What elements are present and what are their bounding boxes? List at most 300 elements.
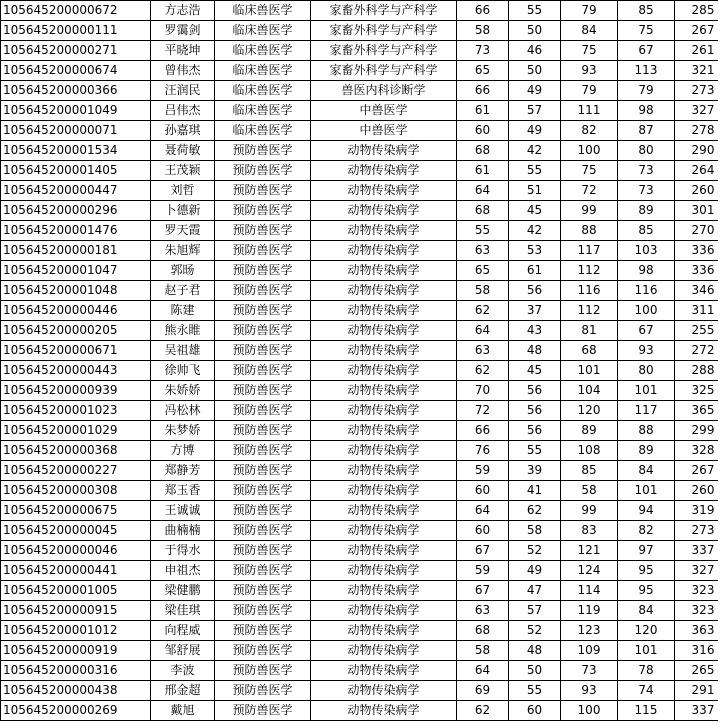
exam-id-cell: 105645200001534 xyxy=(1,141,151,161)
score-total-cell: 273 xyxy=(675,81,728,101)
score-total-cell: 336 xyxy=(675,241,728,261)
table-row xyxy=(1,141,728,161)
exam-id-cell: 105645200000446 xyxy=(1,301,151,321)
score-subject1-cell: 79 xyxy=(561,81,618,101)
exam-id-cell: 105645200001049 xyxy=(1,101,151,121)
direction-cell: 中兽医学 xyxy=(311,101,457,121)
exam-id-cell: 105645200001012 xyxy=(1,621,151,641)
name-cell: 赵子君 xyxy=(151,281,215,301)
name-cell: 申祖杰 xyxy=(151,561,215,581)
score-subject2-cell: 85 xyxy=(618,1,675,21)
major-cell: 预防兽医学 xyxy=(215,281,311,301)
major-cell: 临床兽医学 xyxy=(215,81,311,101)
name-cell: 熊永睢 xyxy=(151,321,215,341)
score-subject2-cell: 80 xyxy=(618,361,675,381)
name-cell: 邢金超 xyxy=(151,681,215,701)
exam-id-cell: 105645200000366 xyxy=(1,81,151,101)
score-politics-cell: 64 xyxy=(457,321,509,341)
exam-id-cell: 105645200000671 xyxy=(1,341,151,361)
name-cell: 罗天霞 xyxy=(151,221,215,241)
score-subject2-cell: 67 xyxy=(618,41,675,61)
exam-id-cell: 105645200000316 xyxy=(1,661,151,681)
score-subject1-cell: 108 xyxy=(561,441,618,461)
score-politics-cell: 76 xyxy=(457,441,509,461)
score-subject2-cell: 88 xyxy=(618,421,675,441)
score-politics-cell: 70 xyxy=(457,381,509,401)
exam-id-cell: 105645200000271 xyxy=(1,41,151,61)
score-english-cell: 58 xyxy=(509,521,561,541)
exam-id-cell: 105645200000308 xyxy=(1,481,151,501)
score-subject2-cell: 100 xyxy=(618,301,675,321)
major-cell: 预防兽医学 xyxy=(215,581,311,601)
score-total-cell: 291 xyxy=(675,681,728,701)
direction-cell: 动物传染病学 xyxy=(311,401,457,421)
table-row xyxy=(1,361,728,381)
score-politics-cell: 73 xyxy=(457,41,509,61)
score-english-cell: 52 xyxy=(509,541,561,561)
exam-id-cell: 105645200000675 xyxy=(1,501,151,521)
name-cell: 曾伟杰 xyxy=(151,61,215,81)
score-subject1-cell: 93 xyxy=(561,61,618,81)
exam-id-cell: 105645200000443 xyxy=(1,361,151,381)
table-row xyxy=(1,521,728,541)
direction-cell: 动物传染病学 xyxy=(311,141,457,161)
score-subject1-cell: 84 xyxy=(561,21,618,41)
direction-cell: 家畜外科学与产科学 xyxy=(311,1,457,21)
score-total-cell: 301 xyxy=(675,201,728,221)
score-english-cell: 50 xyxy=(509,61,561,81)
score-subject2-cell: 101 xyxy=(618,641,675,661)
name-cell: 平晓坤 xyxy=(151,41,215,61)
table-row xyxy=(1,241,728,261)
major-cell: 预防兽医学 xyxy=(215,181,311,201)
table-row xyxy=(1,501,728,521)
direction-cell: 动物传染病学 xyxy=(311,661,457,681)
name-cell: 方志浩 xyxy=(151,1,215,21)
direction-cell: 动物传染病学 xyxy=(311,521,457,541)
direction-cell: 动物传染病学 xyxy=(311,381,457,401)
exam-id-cell: 105645200000046 xyxy=(1,541,151,561)
name-cell: 朱旭辉 xyxy=(151,241,215,261)
exam-id-cell: 105645200001476 xyxy=(1,221,151,241)
score-subject2-cell: 85 xyxy=(618,221,675,241)
score-subject1-cell: 104 xyxy=(561,381,618,401)
table-row xyxy=(1,601,728,621)
score-politics-cell: 65 xyxy=(457,61,509,81)
table-row xyxy=(1,381,728,401)
score-english-cell: 56 xyxy=(509,281,561,301)
score-subject1-cell: 72 xyxy=(561,181,618,201)
score-politics-cell: 68 xyxy=(457,201,509,221)
exam-id-cell: 105645200000269 xyxy=(1,701,151,721)
score-english-cell: 50 xyxy=(509,661,561,681)
score-subject1-cell: 75 xyxy=(561,41,618,61)
direction-cell: 家畜外科学与产科学 xyxy=(311,41,457,61)
exam-id-cell: 105645200001029 xyxy=(1,421,151,441)
score-total-cell: 299 xyxy=(675,421,728,441)
major-cell: 临床兽医学 xyxy=(215,41,311,61)
exam-id-cell: 105645200000071 xyxy=(1,121,151,141)
name-cell: 卜德新 xyxy=(151,201,215,221)
major-cell: 预防兽医学 xyxy=(215,701,311,721)
score-subject2-cell: 73 xyxy=(618,161,675,181)
score-english-cell: 48 xyxy=(509,341,561,361)
major-cell: 临床兽医学 xyxy=(215,121,311,141)
exam-id-cell: 105645200001405 xyxy=(1,161,151,181)
direction-cell: 动物传染病学 xyxy=(311,201,457,221)
score-subject1-cell: 99 xyxy=(561,201,618,221)
direction-cell: 动物传染病学 xyxy=(311,361,457,381)
exam-id-cell: 105645200000296 xyxy=(1,201,151,221)
score-total-cell: 272 xyxy=(675,341,728,361)
score-politics-cell: 66 xyxy=(457,81,509,101)
table-row xyxy=(1,201,728,221)
score-subject1-cell: 101 xyxy=(561,361,618,381)
table-row xyxy=(1,61,728,81)
major-cell: 临床兽医学 xyxy=(215,101,311,121)
table-row xyxy=(1,321,728,341)
table-row xyxy=(1,561,728,581)
score-english-cell: 39 xyxy=(509,461,561,481)
score-total-cell: 337 xyxy=(675,701,728,721)
major-cell: 预防兽医学 xyxy=(215,201,311,221)
major-cell: 预防兽医学 xyxy=(215,441,311,461)
exam-id-cell: 105645200000045 xyxy=(1,521,151,541)
score-total-cell: 328 xyxy=(675,441,728,461)
score-total-cell: 260 xyxy=(675,481,728,501)
score-politics-cell: 60 xyxy=(457,481,509,501)
score-subject2-cell: 95 xyxy=(618,561,675,581)
direction-cell: 家畜外科学与产科学 xyxy=(311,61,457,81)
score-politics-cell: 60 xyxy=(457,121,509,141)
major-cell: 预防兽医学 xyxy=(215,541,311,561)
name-cell: 于得水 xyxy=(151,541,215,561)
name-cell: 刘哲 xyxy=(151,181,215,201)
name-cell: 郑静芳 xyxy=(151,461,215,481)
major-cell: 临床兽医学 xyxy=(215,61,311,81)
table-row xyxy=(1,421,728,441)
name-cell: 王茂颖 xyxy=(151,161,215,181)
name-cell: 汪润民 xyxy=(151,81,215,101)
score-politics-cell: 68 xyxy=(457,621,509,641)
exam-id-cell: 105645200000438 xyxy=(1,681,151,701)
name-cell: 王诚诚 xyxy=(151,501,215,521)
direction-cell: 动物传染病学 xyxy=(311,161,457,181)
score-subject1-cell: 111 xyxy=(561,101,618,121)
score-total-cell: 363 xyxy=(675,621,728,641)
score-english-cell: 55 xyxy=(509,1,561,21)
score-subject2-cell: 78 xyxy=(618,661,675,681)
score-subject2-cell: 116 xyxy=(618,281,675,301)
score-english-cell: 37 xyxy=(509,301,561,321)
score-english-cell: 61 xyxy=(509,261,561,281)
direction-cell: 家畜外科学与产科学 xyxy=(311,21,457,41)
exam-id-cell: 105645200000919 xyxy=(1,641,151,661)
score-subject2-cell: 74 xyxy=(618,681,675,701)
score-english-cell: 42 xyxy=(509,221,561,241)
score-politics-cell: 58 xyxy=(457,641,509,661)
direction-cell: 动物传染病学 xyxy=(311,561,457,581)
score-english-cell: 49 xyxy=(509,561,561,581)
major-cell: 预防兽医学 xyxy=(215,241,311,261)
major-cell: 预防兽医学 xyxy=(215,661,311,681)
table-row xyxy=(1,81,728,101)
name-cell: 朱梦娇 xyxy=(151,421,215,441)
score-total-cell: 327 xyxy=(675,561,728,581)
score-total-cell: 260 xyxy=(675,181,728,201)
major-cell: 预防兽医学 xyxy=(215,361,311,381)
score-english-cell: 55 xyxy=(509,161,561,181)
score-total-cell: 321 xyxy=(675,61,728,81)
direction-cell: 动物传染病学 xyxy=(311,481,457,501)
major-cell: 预防兽医学 xyxy=(215,261,311,281)
score-english-cell: 57 xyxy=(509,101,561,121)
score-subject1-cell: 99 xyxy=(561,501,618,521)
exam-id-cell: 105645200000205 xyxy=(1,321,151,341)
direction-cell: 动物传染病学 xyxy=(311,261,457,281)
score-subject2-cell: 117 xyxy=(618,401,675,421)
score-total-cell: 365 xyxy=(675,401,728,421)
table-row xyxy=(1,541,728,561)
right-margin xyxy=(718,0,728,724)
exam-id-cell: 105645200001005 xyxy=(1,581,151,601)
exam-id-cell: 105645200000111 xyxy=(1,21,151,41)
score-english-cell: 49 xyxy=(509,81,561,101)
score-subject2-cell: 113 xyxy=(618,61,675,81)
exam-id-cell: 105645200000181 xyxy=(1,241,151,261)
score-english-cell: 56 xyxy=(509,401,561,421)
direction-cell: 动物传染病学 xyxy=(311,321,457,341)
name-cell: 梁佳琪 xyxy=(151,601,215,621)
table-row xyxy=(1,41,728,61)
score-subject1-cell: 109 xyxy=(561,641,618,661)
direction-cell: 动物传染病学 xyxy=(311,461,457,481)
score-total-cell: 327 xyxy=(675,101,728,121)
score-politics-cell: 59 xyxy=(457,561,509,581)
score-subject1-cell: 114 xyxy=(561,581,618,601)
score-total-cell: 319 xyxy=(675,501,728,521)
score-english-cell: 49 xyxy=(509,121,561,141)
score-subject1-cell: 121 xyxy=(561,541,618,561)
direction-cell: 动物传染病学 xyxy=(311,341,457,361)
score-total-cell: 264 xyxy=(675,161,728,181)
name-cell: 李波 xyxy=(151,661,215,681)
score-total-cell: 278 xyxy=(675,121,728,141)
exam-id-cell: 105645200000368 xyxy=(1,441,151,461)
table-row xyxy=(1,441,728,461)
table-row xyxy=(1,21,728,41)
score-subject2-cell: 84 xyxy=(618,601,675,621)
score-politics-cell: 59 xyxy=(457,461,509,481)
major-cell: 预防兽医学 xyxy=(215,141,311,161)
score-subject2-cell: 103 xyxy=(618,241,675,261)
name-cell: 陈建 xyxy=(151,301,215,321)
exam-id-cell: 105645200001023 xyxy=(1,401,151,421)
direction-cell: 兽医内科诊断学 xyxy=(311,81,457,101)
score-english-cell: 53 xyxy=(509,241,561,261)
name-cell: 徐帅飞 xyxy=(151,361,215,381)
score-politics-cell: 61 xyxy=(457,101,509,121)
score-total-cell: 336 xyxy=(675,261,728,281)
direction-cell: 动物传染病学 xyxy=(311,701,457,721)
score-english-cell: 62 xyxy=(509,501,561,521)
score-english-cell: 52 xyxy=(509,621,561,641)
name-cell: 孙嘉琪 xyxy=(151,121,215,141)
direction-cell: 动物传染病学 xyxy=(311,621,457,641)
score-english-cell: 47 xyxy=(509,581,561,601)
name-cell: 郑玉香 xyxy=(151,481,215,501)
score-english-cell: 45 xyxy=(509,201,561,221)
exam-id-cell: 105645200000674 xyxy=(1,61,151,81)
score-subject2-cell: 89 xyxy=(618,201,675,221)
name-cell: 邹舒展 xyxy=(151,641,215,661)
score-subject2-cell: 95 xyxy=(618,581,675,601)
direction-cell: 动物传染病学 xyxy=(311,281,457,301)
major-cell: 预防兽医学 xyxy=(215,401,311,421)
score-politics-cell: 65 xyxy=(457,261,509,281)
score-politics-cell: 63 xyxy=(457,241,509,261)
score-subject1-cell: 89 xyxy=(561,421,618,441)
score-english-cell: 56 xyxy=(509,381,561,401)
score-politics-cell: 64 xyxy=(457,661,509,681)
score-total-cell: 285 xyxy=(675,1,728,21)
name-cell: 吴祖雄 xyxy=(151,341,215,361)
major-cell: 临床兽医学 xyxy=(215,1,311,21)
score-politics-cell: 68 xyxy=(457,141,509,161)
major-cell: 预防兽医学 xyxy=(215,301,311,321)
direction-cell: 动物传染病学 xyxy=(311,581,457,601)
exam-id-cell: 105645200001048 xyxy=(1,281,151,301)
name-cell: 聂荷敏 xyxy=(151,141,215,161)
major-cell: 预防兽医学 xyxy=(215,521,311,541)
score-total-cell: 265 xyxy=(675,661,728,681)
table-row xyxy=(1,641,728,661)
score-politics-cell: 72 xyxy=(457,401,509,421)
exam-id-cell: 105645200000915 xyxy=(1,601,151,621)
score-subject1-cell: 117 xyxy=(561,241,618,261)
score-subject2-cell: 84 xyxy=(618,461,675,481)
table-row xyxy=(1,621,728,641)
score-subject2-cell: 73 xyxy=(618,181,675,201)
score-total-cell: 323 xyxy=(675,581,728,601)
score-english-cell: 45 xyxy=(509,361,561,381)
name-cell: 戴旭 xyxy=(151,701,215,721)
direction-cell: 动物传染病学 xyxy=(311,181,457,201)
exam-id-cell: 105645200000441 xyxy=(1,561,151,581)
table-row xyxy=(1,1,728,21)
score-total-cell: 323 xyxy=(675,601,728,621)
score-politics-cell: 62 xyxy=(457,701,509,721)
score-total-cell: 255 xyxy=(675,321,728,341)
score-subject1-cell: 124 xyxy=(561,561,618,581)
direction-cell: 动物传染病学 xyxy=(311,641,457,661)
table-row xyxy=(1,101,728,121)
score-total-cell: 267 xyxy=(675,461,728,481)
direction-cell: 动物传染病学 xyxy=(311,541,457,561)
score-politics-cell: 67 xyxy=(457,581,509,601)
score-subject2-cell: 67 xyxy=(618,321,675,341)
score-politics-cell: 63 xyxy=(457,341,509,361)
score-subject2-cell: 101 xyxy=(618,481,675,501)
direction-cell: 动物传染病学 xyxy=(311,241,457,261)
major-cell: 预防兽医学 xyxy=(215,421,311,441)
score-politics-cell: 58 xyxy=(457,281,509,301)
major-cell: 预防兽医学 xyxy=(215,341,311,361)
score-total-cell: 288 xyxy=(675,361,728,381)
table-body xyxy=(1,1,728,721)
score-politics-cell: 62 xyxy=(457,301,509,321)
score-english-cell: 41 xyxy=(509,481,561,501)
direction-cell: 动物传染病学 xyxy=(311,221,457,241)
score-total-cell: 337 xyxy=(675,541,728,561)
score-total-cell: 290 xyxy=(675,141,728,161)
table-row xyxy=(1,181,728,201)
score-politics-cell: 64 xyxy=(457,181,509,201)
score-subject1-cell: 112 xyxy=(561,261,618,281)
score-politics-cell: 61 xyxy=(457,161,509,181)
table-row xyxy=(1,221,728,241)
table-row xyxy=(1,261,728,281)
score-subject1-cell: 83 xyxy=(561,521,618,541)
score-subject1-cell: 112 xyxy=(561,301,618,321)
table-row xyxy=(1,161,728,181)
score-subject1-cell: 68 xyxy=(561,341,618,361)
score-subject2-cell: 115 xyxy=(618,701,675,721)
exam-id-cell: 105645200000672 xyxy=(1,1,151,21)
score-english-cell: 55 xyxy=(509,681,561,701)
major-cell: 预防兽医学 xyxy=(215,461,311,481)
exam-id-cell: 105645200000939 xyxy=(1,381,151,401)
score-subject1-cell: 93 xyxy=(561,681,618,701)
table-row xyxy=(1,401,728,421)
score-politics-cell: 55 xyxy=(457,221,509,241)
major-cell: 预防兽医学 xyxy=(215,681,311,701)
score-english-cell: 42 xyxy=(509,141,561,161)
score-subject2-cell: 79 xyxy=(618,81,675,101)
major-cell: 预防兽医学 xyxy=(215,561,311,581)
name-cell: 郭旸 xyxy=(151,261,215,281)
score-politics-cell: 63 xyxy=(457,601,509,621)
direction-cell: 动物传染病学 xyxy=(311,421,457,441)
score-subject1-cell: 81 xyxy=(561,321,618,341)
major-cell: 临床兽医学 xyxy=(215,21,311,41)
score-english-cell: 56 xyxy=(509,421,561,441)
score-politics-cell: 66 xyxy=(457,421,509,441)
table-row xyxy=(1,341,728,361)
score-subject1-cell: 100 xyxy=(561,701,618,721)
direction-cell: 动物传染病学 xyxy=(311,441,457,461)
table-row xyxy=(1,461,728,481)
direction-cell: 动物传染病学 xyxy=(311,301,457,321)
score-subject1-cell: 100 xyxy=(561,141,618,161)
direction-cell: 动物传染病学 xyxy=(311,501,457,521)
score-subject1-cell: 120 xyxy=(561,401,618,421)
score-subject1-cell: 73 xyxy=(561,661,618,681)
table-row xyxy=(1,481,728,501)
exam-id-cell: 105645200001047 xyxy=(1,261,151,281)
score-english-cell: 55 xyxy=(509,441,561,461)
score-subject2-cell: 89 xyxy=(618,441,675,461)
score-total-cell: 311 xyxy=(675,301,728,321)
score-subject2-cell: 101 xyxy=(618,381,675,401)
score-total-cell: 267 xyxy=(675,21,728,41)
score-politics-cell: 67 xyxy=(457,541,509,561)
table-row xyxy=(1,581,728,601)
score-english-cell: 60 xyxy=(509,701,561,721)
major-cell: 预防兽医学 xyxy=(215,501,311,521)
score-subject2-cell: 75 xyxy=(618,21,675,41)
table-row xyxy=(1,301,728,321)
